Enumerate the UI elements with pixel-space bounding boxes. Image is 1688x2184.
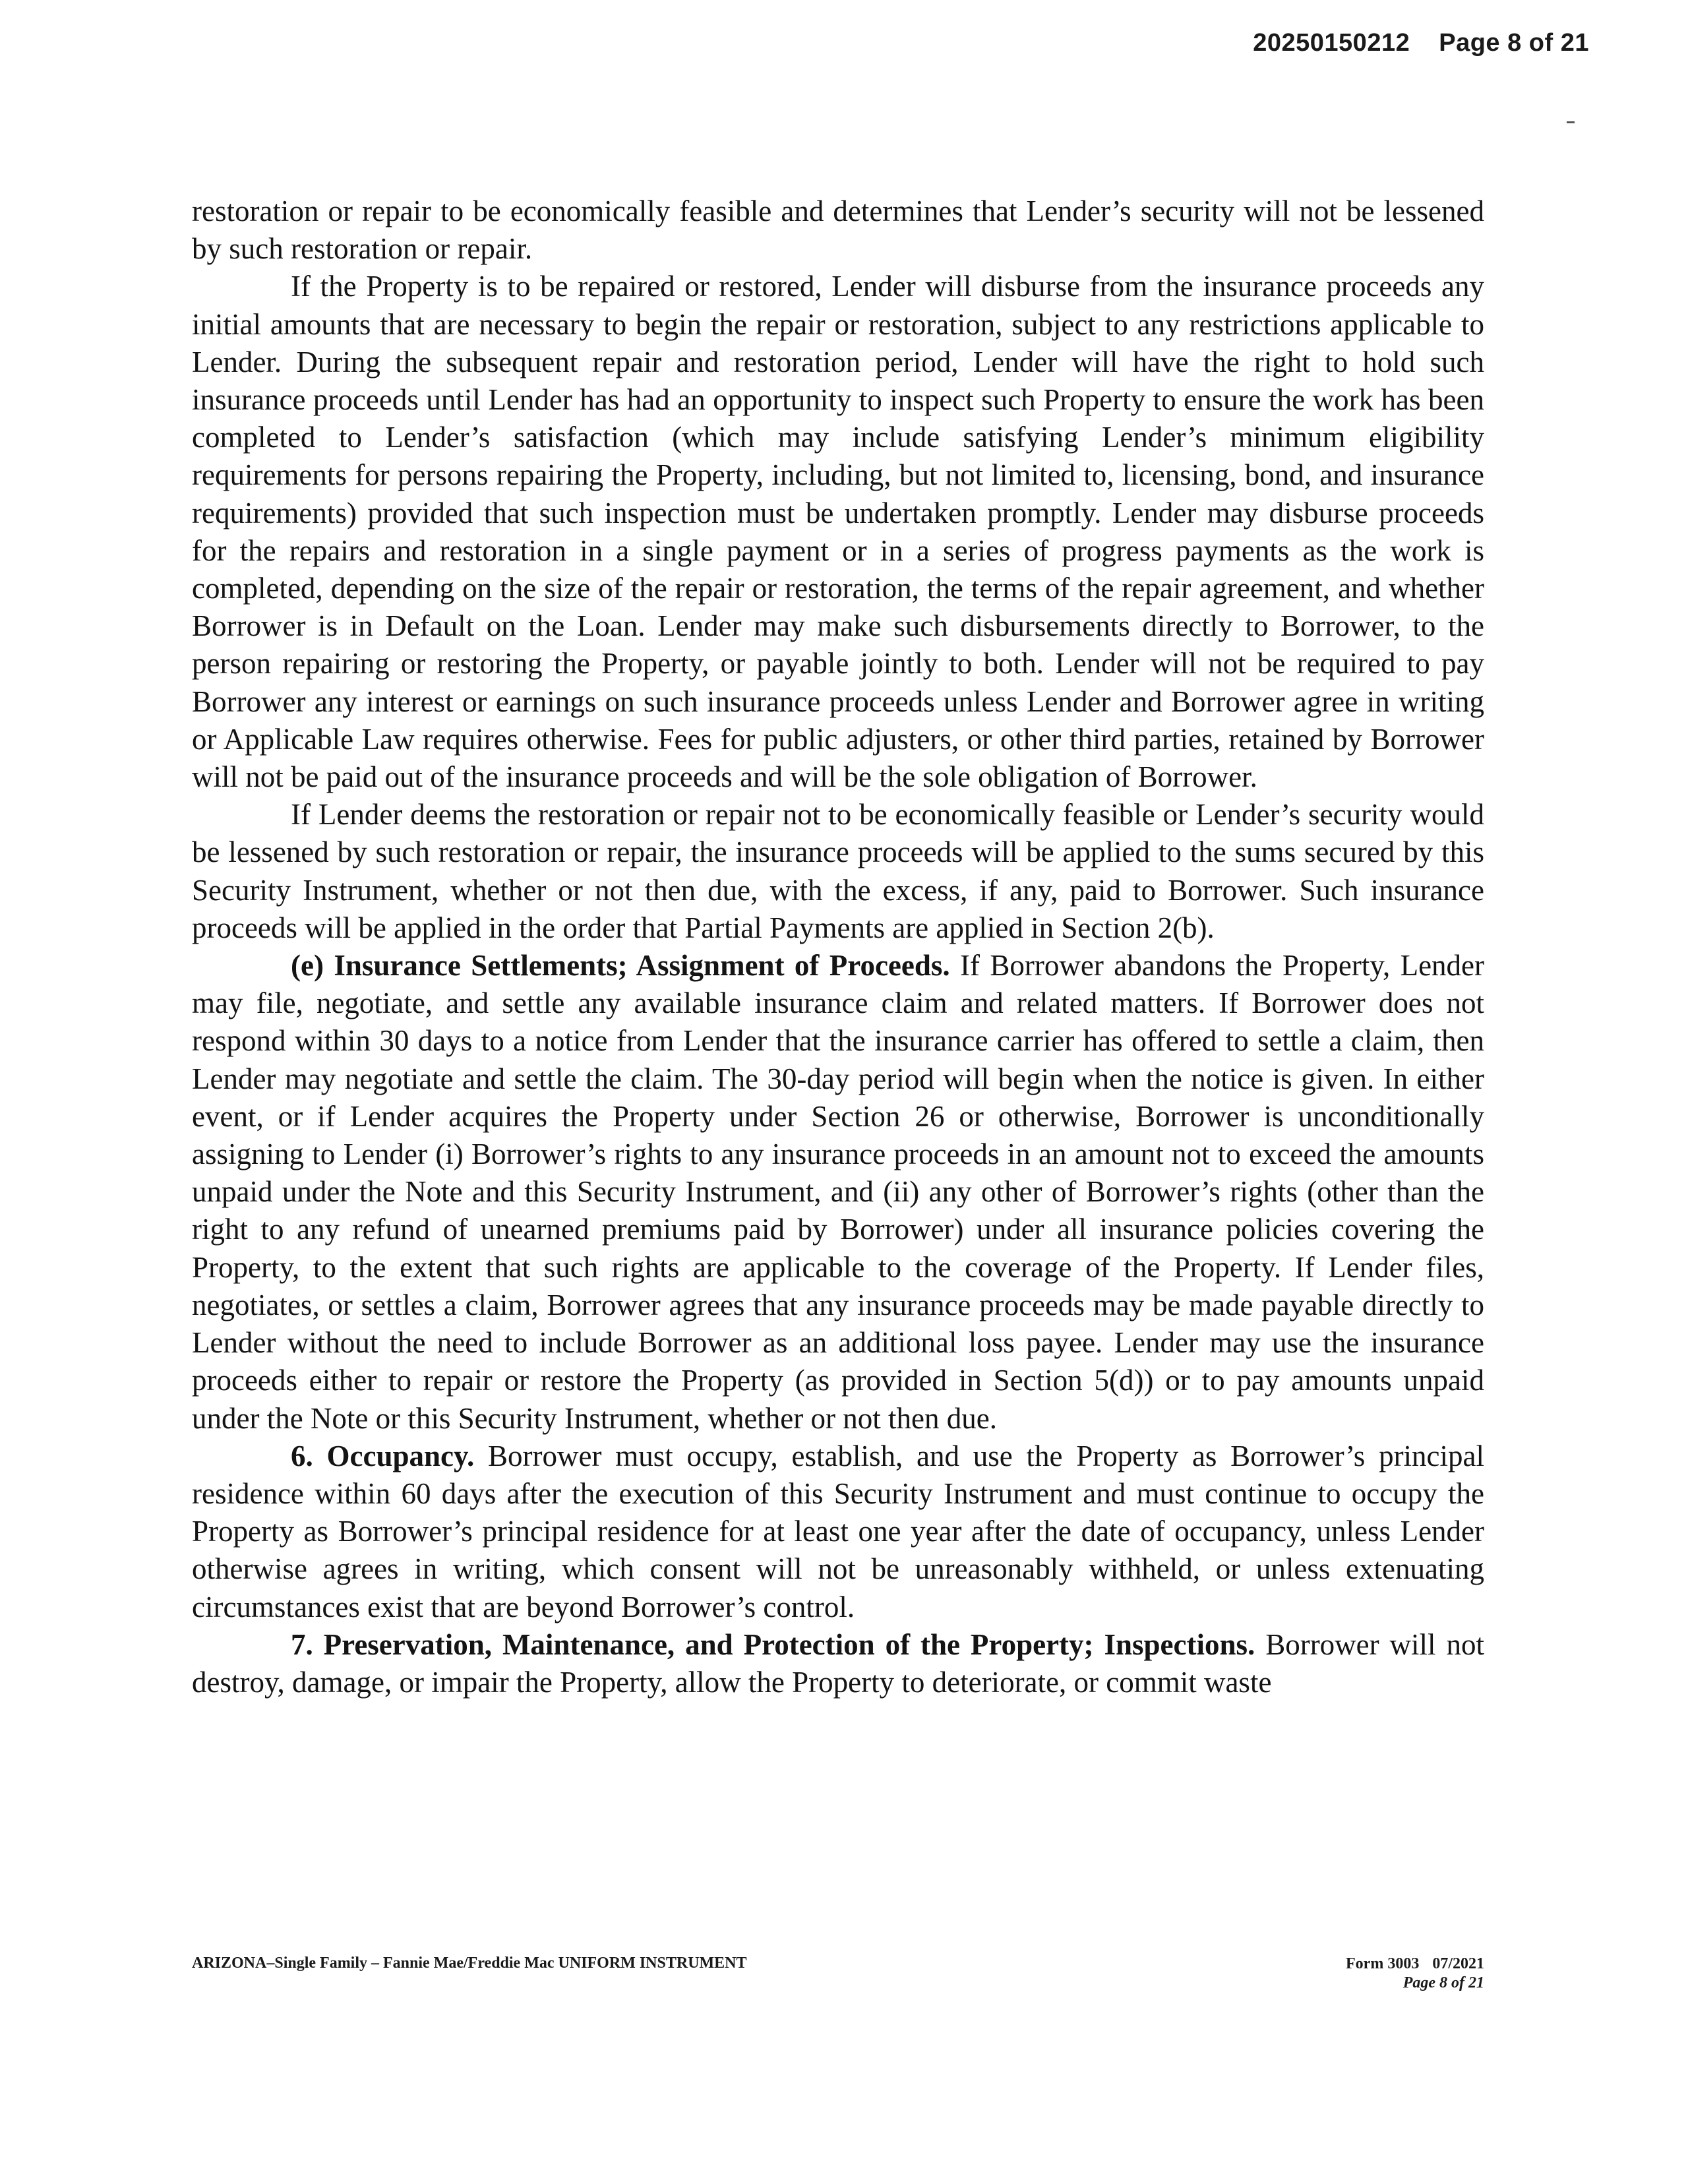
footer-form-number: Form 3003 [1346, 1955, 1420, 1972]
paragraph-occupancy [192, 1438, 1484, 1626]
section-text-insurance-settlements: If Borrower abandons the Property, Lender may file, negotiate, and settle any available insurance claim and related matters. If Borrower does not respond within 30 days to a notice from Lender that the insurance carrier has offered to settle a claim, then Lender may negotiate and settle the claim. The 30-day period will begin when the notice is given. In either event, or if Lender acquires the Property under Section 26 or otherwise, Borrower is unconditionally assigning to Lender (i) Borrower’s rights to any insurance proceeds in an amount not to exceed the amounts unpaid under the Note and this Security Instrument, and (ii) any other of Borrower’s rights (other than the right to any refund of unearned premiums paid by Borrower) under all insurance policies covering the Property, to the extent that such rights are applicable to the coverage of the Property. If Lender files, negotiates, or settles a claim, Borrower agrees that any insurance proceeds may be made payable directly to Lender without the need to include Borrower as an additional loss payee. Lender may use the insurance proceeds either to repair or restore the Property (as provided in Section 5(d)) or to pay amounts unpaid under the Note or this Security Instrument, whether or not then due. [192, 949, 1485, 1435]
paragraph-repair-restoration: If the Property is to be repaired or restored, Lender will disburse from the insurance proceeds any initial amounts that are necessary to begin the repair or restoration, subject to any restrictions applicable to Lender. During the subsequent repair and restoration period, Lender will have the right to hold such insurance proceeds until Lender has had an opportunity to inspect such Property to ensure the work has been completed to Lender’s satisfaction (which may include satisfying Lender’s minimum eligibility requirements for persons repairing the Property, including, but not limited to, licensing, bond, and insurance requirements) provided that such inspection must be undertaken promptly. Lender may disburse proceeds for the repairs and restoration in a single payment or in a series of progress payments as the work is completed, depending on the size of the repair or restoration, the terms of the repair agreement, and whether Borrower is in Default on the Loan. Lender may make such disbursements directly to Borrower, to the person repairing or restoring the Property, or payable jointly to both. Lender will not be required to pay Borrower any interest or earnings on such insurance proceeds unless Lender and Borrower agree in writing or Applicable Law requires otherwise. Fees for public adjusters, or other third parties, retained by Borrower will not be paid out of the insurance proceeds and will be the sole obligation of Borrower. [192, 270, 1484, 794]
scan-mark [1567, 121, 1575, 123]
section-heading-occupancy: 6. Occupancy. [291, 1439, 475, 1472]
footer-page-of: Page 8 of 21 [1402, 1974, 1484, 1991]
paragraph-insurance-settlements [192, 947, 1484, 1438]
page-label: Page 8 of 21 [1439, 29, 1589, 57]
recording-number: 20250150212 [1253, 29, 1410, 57]
paragraph-continuation: restoration or repair to be economically feasible and determines that Lender’s security will not be lessened by such restoration or repair. [192, 195, 1484, 266]
document-body [192, 193, 1484, 1701]
recording-header [1253, 29, 1589, 57]
footer-form-date: 07/2021 [1432, 1955, 1484, 1972]
paragraph-preservation [192, 1626, 1484, 1701]
paragraph-not-feasible: If Lender deems the restoration or repair not to be economically feasible or Lender’s security would be lessened by such restoration or repair, the insurance proceeds will be applied to the sums secured by this Security Instrument, whether or not then due, with the excess, if any, paid to Borrower. Such insurance proceeds will be applied in the order that Partial Payments are applied in Section 2(b). [192, 798, 1484, 944]
section-heading-insurance-settlements: (e) Insurance Settlements; Assignment of Proceeds. [291, 949, 950, 983]
section-text-occupancy: Borrower must occupy, establish, and use the Property as Borrower’s principal residence within 60 days after the execution of this Security Instrument and must continue to occupy the Property as Borrower’s principal residence for at least one year after the date of occupancy, unless Lender otherwise agrees in writing, which consent will not be unreasonably withheld, or unless extenuating circumstances exist that are beyond Borrower’s control. [192, 1439, 1485, 1623]
section-text-preservation: Borrower will not destroy, damage, or impair the Property, allow the Property to deteriorate, or commit waste [192, 1627, 1484, 1699]
footer-form-title: ARIZONA–Single Family – Fannie Mae/Freddie Mac UNIFORM INSTRUMENT [192, 1955, 747, 1972]
section-heading-preservation: 7. Preservation, Maintenance, and Protection of the Property; Inspections. [291, 1627, 1255, 1661]
footer-form-info [1346, 1955, 1484, 1993]
